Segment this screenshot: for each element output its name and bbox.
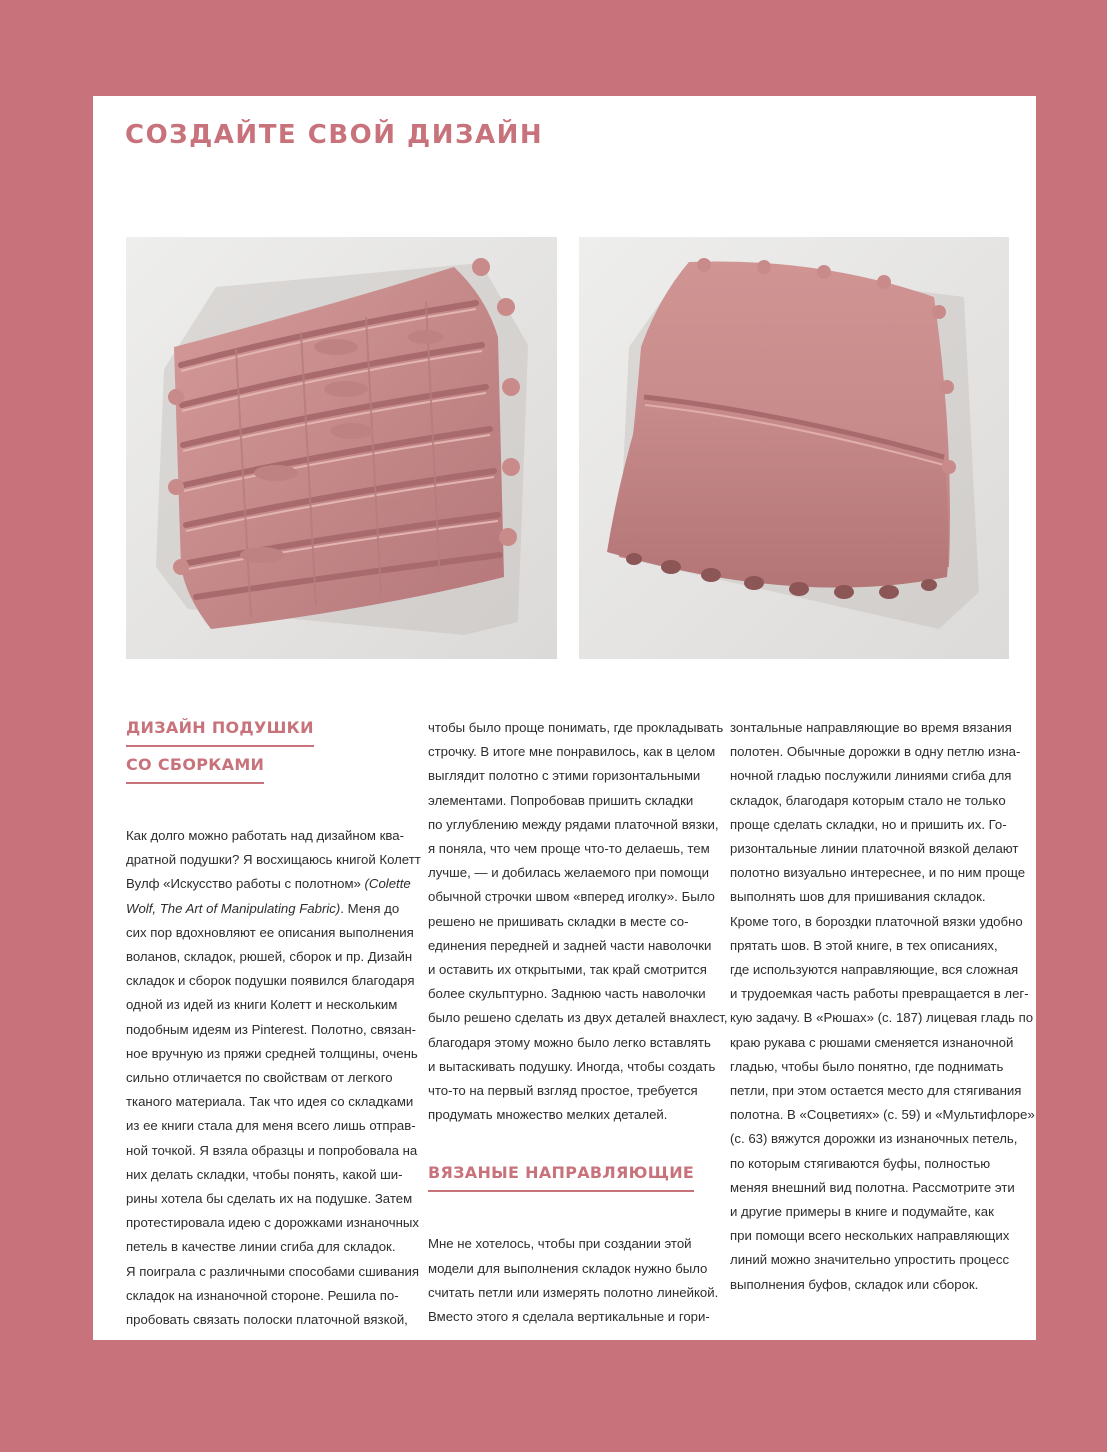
text-line: них делать складки, чтобы понять, какой ши- <box>126 1166 403 1182</box>
text-line: выглядит полотно с этими горизонтальными <box>428 768 701 784</box>
text-line: элементами. Попробовав пришить складки <box>428 792 694 808</box>
text-line: кую задачу. В «Рюшах» (с. 187) лицевая гладь по <box>730 1010 1034 1026</box>
text-line: Как долго можно работать над дизайном ква- <box>126 828 405 843</box>
section2-paragraph <box>428 1232 719 1329</box>
text-line: ное вручную из пряжи средней толщины, очень <box>126 1045 418 1061</box>
text-line: линий можно значительно упростить процесс <box>730 1252 1010 1268</box>
text-line: подобным идеям из Pinterest. Полотно, связан- <box>126 1021 417 1037</box>
text-line: обычной строчки швом «вперед иголку». Было <box>428 889 715 905</box>
text-line: рины хотела бы сделать их на подушке. Затем <box>126 1191 413 1207</box>
text-line <box>126 897 408 921</box>
text-line: благодаря этому можно было легко вставлять <box>428 1034 711 1050</box>
text-line: петель в качестве линии сгиба для складок. <box>126 1239 396 1255</box>
text-line: выполнять шов для пришивания складок. <box>730 889 986 905</box>
section1-paragraph <box>126 824 421 1332</box>
document-page <box>93 96 1036 1340</box>
text-line: (с. 63) вяжутся дорожки из изнаночных петель, <box>730 1131 1018 1147</box>
text-line: Кроме того, в бороздки платочной вязки удобно <box>730 913 1023 929</box>
text-line: было решено сделать из двух деталей внахлест, <box>428 1010 728 1026</box>
text-line: я поняла, что чем проще что-то делаешь, тем <box>428 841 710 857</box>
text-line: складок, благодаря которым стало не только <box>730 792 1006 808</box>
pillow-with-gathers-front-icon <box>126 237 557 659</box>
text-run: . Меня до <box>340 900 400 916</box>
text-line: складок на изнаночной стороне. Решила по- <box>126 1287 399 1303</box>
text-line: где используются направляющие, вся сложная <box>730 962 1019 978</box>
text-line: зонтальные направляющие во время вязания <box>730 720 1012 735</box>
text-line: считать петли или измерять полотно линейкой. <box>428 1284 719 1300</box>
text-line: выполнения буфов, складок или сборок. <box>730 1276 979 1292</box>
text-line: что-то на первый взгляд простое, требуется <box>428 1083 698 1099</box>
text-line: модели для выполнения складок нужно было <box>428 1260 708 1276</box>
text-line: одной из идей из книги Колетт и нескольким <box>126 997 398 1013</box>
section-heading-pillow-design <box>126 718 408 747</box>
text-line: ной точкой. Я взяла образцы и попробовала на <box>126 1142 418 1158</box>
text-line: строчку. В итоге мне понравилось, как в целом <box>428 744 716 760</box>
column2-paragraph <box>428 716 728 1127</box>
italic-text-run: Wolf, The Art of Manipulating Fabric) <box>126 900 341 916</box>
text-line: решено не пришивать складки в месте со- <box>428 913 689 929</box>
text-line: Вместо этого я сделала вертикальные и гори- <box>428 1309 710 1325</box>
text-line: из ее книги стала для меня всего лишь отправ- <box>126 1118 416 1134</box>
text-line: и другие примеры в книге и подумайте, как <box>730 1204 994 1220</box>
text-column-2 <box>428 716 728 1329</box>
text-line: по которым стягиваются буфы, полностью <box>730 1155 991 1171</box>
text-line: по углублению между рядами платочной вязки, <box>428 816 719 832</box>
text-line: протестировала идею с дорожками изнаночных <box>126 1215 419 1231</box>
text-line: пробовать связать полоски платочной вязкой, <box>126 1312 408 1328</box>
section-heading-line-2: СО СБОРКАМИ <box>126 755 264 784</box>
text-line: петли, при этом остается место для стягивания <box>730 1083 1022 1099</box>
text-line: и оставить их открытыми, так край смотрится <box>428 962 707 978</box>
text-line: меняя внешний вид полотна. Рассмотрите эти <box>730 1179 1015 1195</box>
text-line <box>126 872 411 896</box>
text-line: полотен. Обычные дорожки в одну петлю изна- <box>730 744 1021 760</box>
page-title: СОЗДАЙТЕ СВОЙ ДИЗАЙН <box>125 120 544 150</box>
text-line: и трудоемкая часть работы превращается в лег- <box>730 986 1029 1002</box>
section-heading-line-1: ДИЗАЙН ПОДУШКИ <box>126 718 314 747</box>
italic-text-run: (Colette <box>364 876 411 892</box>
text-line: дратной подушки? Я восхищаюсь книгой Колетт <box>126 852 421 868</box>
text-line: сих пор вдохновляют ее описания выполнения <box>126 924 414 940</box>
text-line: чтобы было проще понимать, где прокладывать <box>428 720 724 735</box>
pillow-overlap-back-icon <box>579 237 1009 659</box>
text-line: тканого материала. Так что идея со складками <box>126 1094 414 1110</box>
text-line: при помощи всего нескольких направляющих <box>730 1228 1010 1244</box>
text-line: более скульптурно. Заднюю часть наволочки <box>428 986 706 1002</box>
text-line: сильно отличается по свойствам от легкого <box>126 1070 393 1086</box>
photo-pillow-front <box>126 237 557 659</box>
text-column-1 <box>126 716 421 1332</box>
text-line: лучше, — и добилась желаемого при помощи <box>428 865 709 881</box>
text-run: Вулф «Искусство работы с полотном» <box>126 876 361 892</box>
text-line: и вытаскивать подушку. Иногда, чтобы создать <box>428 1058 716 1074</box>
text-line: ризонтальные линии платочной вязкой делают <box>730 841 1019 857</box>
section-heading-knitted-guides <box>428 1163 710 1192</box>
section-heading-text: ВЯЗАНЫЕ НАПРАВЛЯЮЩИЕ <box>428 1163 694 1192</box>
text-line: ночной гладью послужили линиями сгиба для <box>730 768 1012 784</box>
text-line: Я поиграла с различными способами сшивания <box>126 1263 420 1279</box>
photo-pillow-back <box>579 237 1009 659</box>
text-line: полотно визуально интереснее, и по ним проще <box>730 865 1026 881</box>
section-heading-with-gathers <box>126 755 408 784</box>
text-line: воланов, складок, рюшей, сборок и пр. Дизайн <box>126 949 413 965</box>
text-line: прятать шов. В этой книге, в тех описаниях, <box>730 937 998 953</box>
column3-paragraph <box>730 716 1035 1297</box>
text-line: складок и сборок подушки появился благодаря <box>126 973 415 989</box>
text-line: единения передней и задней части наволочки <box>428 937 712 953</box>
text-line: проще сделать складки, но и пришить их. Го- <box>730 816 1007 832</box>
text-line: Мне не хотелось, чтобы при создании этой <box>428 1236 692 1252</box>
text-line: полотна. В «Соцветиях» (с. 59) и «Мультифлоре» <box>730 1107 1035 1123</box>
text-line: продумать множество мелких деталей. <box>428 1107 668 1123</box>
text-line: гладью, чтобы было понятно, где поднимать <box>730 1058 1004 1074</box>
text-column-3 <box>730 716 1035 1297</box>
text-line: краю рукава с рюшами сменяется изнаночной <box>730 1034 1014 1050</box>
